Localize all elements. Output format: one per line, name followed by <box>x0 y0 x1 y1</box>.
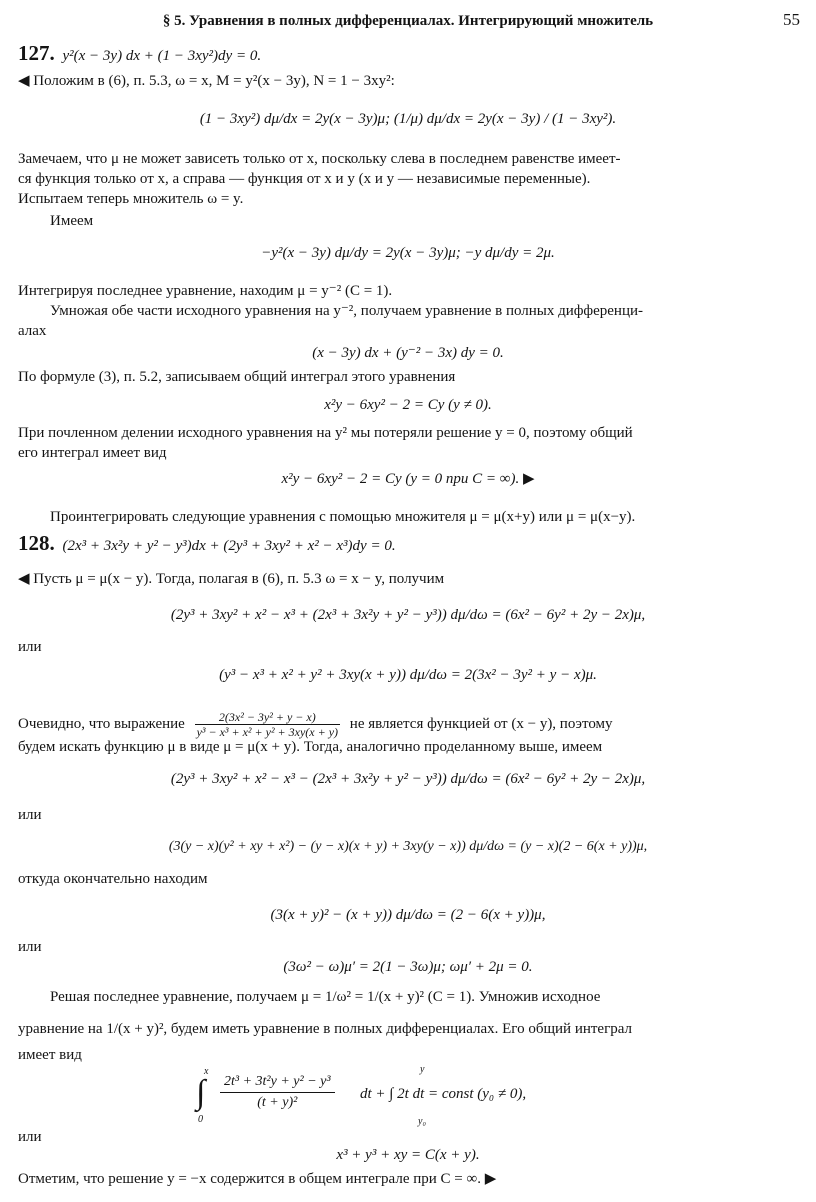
problem-equation: (2x³ + 3x²y + y² − y³)dx + (2y³ + 3xy² + x² − x³)dy = 0. <box>62 538 396 554</box>
equation: x³ + y³ + xy = C(x + y). <box>336 1147 480 1163</box>
paragraph-line: Отметим, что решение y = −x содержится в общем интеграле при C = ∞. ▶ <box>18 1171 497 1187</box>
connector-word: или <box>18 1129 42 1145</box>
solution-start: ◀ Пусть μ = μ(x − y). Тогда, полагая в (6), п. 5.3 ω = x − y, получим <box>18 571 445 587</box>
problem-number: 127. <box>18 41 55 65</box>
equation: −y²(x − 3y) dμ/dy = 2y(x − 3y)μ; −y dμ/dy = 2μ. <box>261 245 555 261</box>
paragraph-line: При почленном делении исходного уравнения на y² мы потеряли решение y = 0, поэтому общий <box>18 425 633 441</box>
fraction-denominator: (t + y)² <box>257 1095 298 1110</box>
integral-upper-limit: y <box>420 1064 425 1075</box>
integral-upper-limit: x <box>204 1066 209 1077</box>
connector-word: или <box>18 807 42 823</box>
equation: (y³ − x³ + x² + y² + 3xy(x + y)) dμ/dω = 2(3x² − 3y² + y − x)μ. <box>219 667 597 683</box>
paragraph-line: Интегрируя последнее уравнение, находим μ = y⁻² (C = 1). <box>18 283 393 299</box>
fraction-numerator: 2(3x² − 3y² + y − x) <box>195 710 340 725</box>
running-header: § 5. Уравнения в полных дифференциалах. Интегрирующий множитель <box>162 13 654 29</box>
equation: (3(x + y)² − (x + y)) dμ/dω = (2 − 6(x + y))μ, <box>270 907 546 923</box>
equation: (3(y − x)(y² + xy + x²) − (y − x)(x + y) + 3xy(y − x)) dμ/dω = (y − x)(2 − 6(x + y))μ, <box>168 839 648 854</box>
paragraph-line: уравнение на 1/(x + y)², будем иметь уравнение в полных дифференциалах. Его общий интеграл <box>18 1021 633 1037</box>
equation: (1 − 3xy²) dμ/dx = 2y(x − 3y)μ; (1/μ) dμ/dx = 2y(x − 3y) / (1 − 3xy²). <box>199 111 617 127</box>
problem-number: 128. <box>18 531 55 555</box>
problem-127-statement <box>18 41 262 65</box>
paragraph-line: его интеграл имеет вид <box>18 445 167 461</box>
connector-word: или <box>18 939 42 955</box>
fraction-numerator: 2t³ + 3t²y + y² − y³ <box>220 1072 335 1093</box>
equation: (x − 3y) dx + (y⁻² − 3x) dy = 0. <box>312 345 504 361</box>
fraction-denominator: y³ − x³ + x² + y² + 3xy(x + y) <box>196 725 339 739</box>
equation: (3ω² − ω)μ′ = 2(1 − 3ω)μ; ωμ′ + 2μ = 0. <box>283 959 533 975</box>
paragraph-line: алах <box>18 323 47 339</box>
solution-start: ◀ Положим в (6), п. 5.3, ω = x, M = y²(x − 3y), N = 1 − 3xy²: <box>18 73 395 89</box>
equation: (2y³ + 3xy² + x² − x³ − (2x³ + 3x²y + y² − y³)) dμ/dω = (6x² − 6y² + 2y − 2x)μ, <box>170 771 646 787</box>
paragraph-line: Умножая обе части исходного уравнения на y⁻², получаем уравнение в полных дифференци- <box>50 303 644 319</box>
page-number: 55 <box>783 10 800 29</box>
paragraph-line: Замечаем, что μ не может зависеть только от x, поскольку слева в последнем равенстве имеет- <box>18 151 621 167</box>
integral-expression <box>190 1064 650 1128</box>
problem-equation: y²(x − 3y) dx + (1 − 3xy²)dy = 0. <box>62 48 262 64</box>
exercise-intro: Проинтегрировать следующие уравнения с помощью множителя μ = μ(x+y) или μ = μ(x−y). <box>50 509 636 525</box>
paragraph-line: Испытаем теперь множитель ω = y. <box>18 191 244 207</box>
equation: x²y − 6xy² − 2 = Cy (y ≠ 0). <box>324 397 492 413</box>
paragraph-text: Очевидно, что выражение <box>18 715 185 732</box>
paragraph-line: ся функция только от x, а справа — функция от x и y (x и y — независимые переменные). <box>18 171 591 187</box>
integral-sign-icon: ∫ <box>196 1074 206 1111</box>
equation: (2y³ + 3xy² + x² − x³ + (2x³ + 3x²y + y² − y³)) dμ/dω = (6x² − 6y² + 2y − 2x)μ, <box>170 607 646 623</box>
paragraph-text: не является функцией от (x − y), поэтому <box>349 715 613 732</box>
fraction <box>220 1072 335 1113</box>
connector-word: или <box>18 639 42 655</box>
fraction <box>195 710 340 739</box>
paragraph-line: Решая последнее уравнение, получаем μ = 1/ω² = 1/(x + y)² (C = 1). Умножив исходное <box>50 989 601 1005</box>
integral-tail: dt + ∫ 2t dt = const (y₀ ≠ 0), <box>360 1086 527 1102</box>
paragraph-line: имеет вид <box>18 1047 82 1063</box>
integral-lower-limit: 0 <box>198 1114 203 1125</box>
integral-lower-limit: y₀ <box>418 1116 426 1127</box>
paragraph-line: будем искать функцию μ в виде μ = μ(x + y). Тогда, аналогично проделанному выше, имеем <box>18 739 603 755</box>
paragraph-line: откуда окончательно находим <box>18 871 208 887</box>
equation: x²y − 6xy² − 2 = Cy (y = 0 при C = ∞). ▶ <box>281 471 535 487</box>
paragraph-line <box>18 710 613 739</box>
problem-128-statement <box>18 531 396 555</box>
paragraph-line: По формуле (3), п. 5.2, записываем общий интеграл этого уравнения <box>18 369 456 385</box>
paragraph-line: Имеем <box>50 213 94 229</box>
